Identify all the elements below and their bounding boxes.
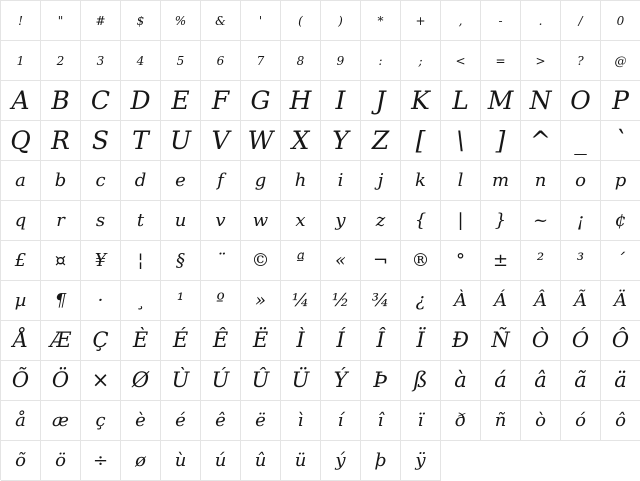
glyph-cell[interactable]: q: [1, 201, 41, 241]
glyph-cell[interactable]: ñ: [481, 401, 521, 441]
glyph-cell[interactable]: b: [41, 161, 81, 201]
glyph-cell[interactable]: V: [201, 121, 241, 161]
glyph-cell[interactable]: Å: [1, 321, 41, 361]
glyph-cell[interactable]: ): [321, 1, 361, 41]
glyph-cell[interactable]: i: [321, 161, 361, 201]
glyph-cell[interactable]: ²: [521, 241, 561, 281]
glyph-cell[interactable]: ö: [41, 441, 81, 481]
glyph-cell[interactable]: Ó: [561, 321, 601, 361]
glyph-cell[interactable]: Æ: [41, 321, 81, 361]
glyph-cell[interactable]: ^: [521, 121, 561, 161]
glyph-cell[interactable]: !: [1, 1, 41, 41]
glyph-cell[interactable]: 0: [601, 1, 640, 41]
glyph-cell[interactable]: í: [321, 401, 361, 441]
glyph-cell[interactable]: Ò: [521, 321, 561, 361]
glyph-cell[interactable]: ¢: [601, 201, 640, 241]
glyph-cell[interactable]: U: [161, 121, 201, 161]
glyph-cell[interactable]: ´: [601, 241, 640, 281]
glyph-cell[interactable]: ¦: [121, 241, 161, 281]
glyph-cell[interactable]: ,: [441, 1, 481, 41]
glyph-cell[interactable]: B: [41, 81, 81, 121]
glyph-cell[interactable]: ¤: [41, 241, 81, 281]
glyph-cell[interactable]: Þ: [361, 361, 401, 401]
glyph-cell[interactable]: z: [361, 201, 401, 241]
glyph-cell[interactable]: Õ: [1, 361, 41, 401]
glyph-cell[interactable]: h: [281, 161, 321, 201]
glyph-cell[interactable]: |: [441, 201, 481, 241]
glyph-cell[interactable]: »: [241, 281, 281, 321]
glyph-cell[interactable]: ¾: [361, 281, 401, 321]
glyph-cell[interactable]: à: [441, 361, 481, 401]
glyph-cell[interactable]: s: [81, 201, 121, 241]
glyph-cell[interactable]: Ç: [81, 321, 121, 361]
glyph-cell[interactable]: ¹: [161, 281, 201, 321]
glyph-cell[interactable]: ë: [241, 401, 281, 441]
glyph-cell[interactable]: ý: [321, 441, 361, 481]
glyph-cell[interactable]: î: [361, 401, 401, 441]
glyph-cell[interactable]: À: [441, 281, 481, 321]
glyph-cell[interactable]: y: [321, 201, 361, 241]
glyph-cell[interactable]: ì: [281, 401, 321, 441]
glyph-cell[interactable]: R: [41, 121, 81, 161]
glyph-cell[interactable]: ©: [241, 241, 281, 281]
empty-cell: [481, 441, 521, 481]
glyph-cell[interactable]: <: [441, 41, 481, 81]
glyph-cell[interactable]: 2: [41, 41, 81, 81]
glyph-cell[interactable]: Ù: [161, 361, 201, 401]
glyph-cell[interactable]: è: [121, 401, 161, 441]
glyph-cell[interactable]: D: [121, 81, 161, 121]
glyph-cell[interactable]: Ü: [281, 361, 321, 401]
glyph-cell[interactable]: k: [401, 161, 441, 201]
glyph-cell[interactable]: G: [241, 81, 281, 121]
glyph-cell[interactable]: Á: [481, 281, 521, 321]
glyph-cell[interactable]: {: [401, 201, 441, 241]
glyph-cell[interactable]: å: [1, 401, 41, 441]
glyph-cell[interactable]: ¡: [561, 201, 601, 241]
glyph-cell[interactable]: §: [161, 241, 201, 281]
glyph-cell[interactable]: N: [521, 81, 561, 121]
glyph-cell[interactable]: H: [281, 81, 321, 121]
glyph-cell[interactable]: ê: [201, 401, 241, 441]
glyph-cell[interactable]: Ð: [441, 321, 481, 361]
glyph-cell[interactable]: x: [281, 201, 321, 241]
glyph-cell[interactable]: ï: [401, 401, 441, 441]
glyph-cell[interactable]: ¥: [81, 241, 121, 281]
glyph-cell[interactable]: 4: [121, 41, 161, 81]
glyph-cell[interactable]: Y: [321, 121, 361, 161]
glyph-cell[interactable]: ': [241, 1, 281, 41]
glyph-cell[interactable]: F: [201, 81, 241, 121]
glyph-cell[interactable]: u: [161, 201, 201, 241]
glyph-cell[interactable]: Ï: [401, 321, 441, 361]
glyph-cell[interactable]: É: [161, 321, 201, 361]
glyph-cell[interactable]: ": [41, 1, 81, 41]
glyph-cell[interactable]: ®: [401, 241, 441, 281]
glyph-cell[interactable]: &: [201, 1, 241, 41]
glyph-cell[interactable]: #: [81, 1, 121, 41]
glyph-cell[interactable]: È: [121, 321, 161, 361]
glyph-cell[interactable]: ð: [441, 401, 481, 441]
glyph-cell[interactable]: 9: [321, 41, 361, 81]
glyph-cell[interactable]: ó: [561, 401, 601, 441]
glyph-cell[interactable]: «: [321, 241, 361, 281]
glyph-cell[interactable]: £: [1, 241, 41, 281]
glyph-cell[interactable]: *: [361, 1, 401, 41]
glyph-cell[interactable]: >: [521, 41, 561, 81]
glyph-cell[interactable]: 8: [281, 41, 321, 81]
glyph-cell[interactable]: é: [161, 401, 201, 441]
glyph-cell[interactable]: Í: [321, 321, 361, 361]
glyph-cell[interactable]: ü: [281, 441, 321, 481]
glyph-cell[interactable]: Ì: [281, 321, 321, 361]
glyph-cell[interactable]: ô: [601, 401, 640, 441]
glyph-cell[interactable]: f: [201, 161, 241, 201]
glyph-cell[interactable]: p: [601, 161, 640, 201]
glyph-cell[interactable]: ä: [601, 361, 640, 401]
glyph-cell[interactable]: /: [561, 1, 601, 41]
empty-cell: [441, 441, 481, 481]
glyph-cell[interactable]: Û: [241, 361, 281, 401]
glyph-cell[interactable]: a: [1, 161, 41, 201]
glyph-cell[interactable]: Q: [1, 121, 41, 161]
glyph-cell[interactable]: °: [441, 241, 481, 281]
glyph-cell[interactable]: 7: [241, 41, 281, 81]
glyph-cell[interactable]: Ê: [201, 321, 241, 361]
glyph-cell[interactable]: ]: [481, 121, 521, 161]
glyph-cell[interactable]: ø: [121, 441, 161, 481]
glyph-cell[interactable]: T: [121, 121, 161, 161]
glyph-cell[interactable]: þ: [361, 441, 401, 481]
glyph-cell[interactable]: ¿: [401, 281, 441, 321]
glyph-cell[interactable]: ³: [561, 241, 601, 281]
glyph-cell[interactable]: Î: [361, 321, 401, 361]
glyph-cell[interactable]: ¨: [201, 241, 241, 281]
glyph-cell[interactable]: r: [41, 201, 81, 241]
glyph-cell[interactable]: @: [601, 41, 640, 81]
glyph-cell[interactable]: :: [361, 41, 401, 81]
glyph-cell[interactable]: ò: [521, 401, 561, 441]
empty-cell: [561, 441, 601, 481]
glyph-cell[interactable]: ÷: [81, 441, 121, 481]
glyph-cell[interactable]: 1: [1, 41, 41, 81]
glyph-cell[interactable]: 5: [161, 41, 201, 81]
glyph-cell[interactable]: (: [281, 1, 321, 41]
glyph-cell[interactable]: õ: [1, 441, 41, 481]
glyph-cell[interactable]: ¸: [121, 281, 161, 321]
glyph-cell[interactable]: n: [521, 161, 561, 201]
glyph-cell[interactable]: Ý: [321, 361, 361, 401]
glyph-cell[interactable]: v: [201, 201, 241, 241]
glyph-cell[interactable]: l: [441, 161, 481, 201]
glyph-cell[interactable]: Ã: [561, 281, 601, 321]
glyph-cell[interactable]: %: [161, 1, 201, 41]
glyph-cell[interactable]: S: [81, 121, 121, 161]
glyph-cell[interactable]: g: [241, 161, 281, 201]
glyph-cell[interactable]: ÿ: [401, 441, 441, 481]
glyph-cell[interactable]: Ë: [241, 321, 281, 361]
glyph-cell[interactable]: =: [481, 41, 521, 81]
glyph-cell[interactable]: j: [361, 161, 401, 201]
glyph-cell[interactable]: I: [321, 81, 361, 121]
glyph-cell[interactable]: ¬: [361, 241, 401, 281]
glyph-cell[interactable]: ±: [481, 241, 521, 281]
glyph-cell[interactable]: û: [241, 441, 281, 481]
glyph-cell[interactable]: æ: [41, 401, 81, 441]
glyph-cell[interactable]: ã: [561, 361, 601, 401]
glyph-cell[interactable]: ×: [81, 361, 121, 401]
glyph-cell[interactable]: Ø: [121, 361, 161, 401]
glyph-cell[interactable]: c: [81, 161, 121, 201]
glyph-cell[interactable]: ú: [201, 441, 241, 481]
glyph-cell[interactable]: A: [1, 81, 41, 121]
glyph-cell[interactable]: }: [481, 201, 521, 241]
glyph-cell[interactable]: ß: [401, 361, 441, 401]
glyph-cell[interactable]: -: [481, 1, 521, 41]
glyph-cell[interactable]: ª: [281, 241, 321, 281]
glyph-cell[interactable]: ù: [161, 441, 201, 481]
glyph-cell[interactable]: C: [81, 81, 121, 121]
glyph-cell[interactable]: t: [121, 201, 161, 241]
glyph-cell[interactable]: ·: [81, 281, 121, 321]
glyph-cell[interactable]: _: [561, 121, 601, 161]
glyph-cell[interactable]: m: [481, 161, 521, 201]
glyph-cell[interactable]: [: [401, 121, 441, 161]
glyph-cell[interactable]: Â: [521, 281, 561, 321]
glyph-cell[interactable]: Ä: [601, 281, 640, 321]
glyph-cell[interactable]: $: [121, 1, 161, 41]
glyph-cell[interactable]: e: [161, 161, 201, 201]
glyph-cell[interactable]: L: [441, 81, 481, 121]
glyph-cell[interactable]: Ñ: [481, 321, 521, 361]
glyph-cell[interactable]: +: [401, 1, 441, 41]
glyph-cell[interactable]: M: [481, 81, 521, 121]
glyph-cell[interactable]: 3: [81, 41, 121, 81]
glyph-cell[interactable]: E: [161, 81, 201, 121]
glyph-cell[interactable]: d: [121, 161, 161, 201]
glyph-cell[interactable]: ?: [561, 41, 601, 81]
glyph-cell[interactable]: á: [481, 361, 521, 401]
glyph-cell[interactable]: Z: [361, 121, 401, 161]
glyph-cell[interactable]: â: [521, 361, 561, 401]
glyph-cell[interactable]: Ö: [41, 361, 81, 401]
glyph-cell[interactable]: \: [441, 121, 481, 161]
glyph-cell[interactable]: ;: [401, 41, 441, 81]
glyph-cell[interactable]: w: [241, 201, 281, 241]
glyph-cell[interactable]: K: [401, 81, 441, 121]
glyph-cell[interactable]: ~: [521, 201, 561, 241]
glyph-cell[interactable]: `: [601, 121, 640, 161]
glyph-cell[interactable]: ¼: [281, 281, 321, 321]
glyph-cell[interactable]: ¶: [41, 281, 81, 321]
glyph-cell[interactable]: .: [521, 1, 561, 41]
glyph-cell[interactable]: W: [241, 121, 281, 161]
empty-cell: [601, 441, 640, 481]
glyph-cell[interactable]: º: [201, 281, 241, 321]
glyph-cell[interactable]: X: [281, 121, 321, 161]
glyph-cell[interactable]: ç: [81, 401, 121, 441]
empty-cell: [521, 441, 561, 481]
glyph-cell[interactable]: Ô: [601, 321, 640, 361]
glyph-cell[interactable]: ½: [321, 281, 361, 321]
glyph-cell[interactable]: 6: [201, 41, 241, 81]
glyph-cell[interactable]: P: [601, 81, 640, 121]
glyph-cell[interactable]: o: [561, 161, 601, 201]
glyph-cell[interactable]: Ú: [201, 361, 241, 401]
glyph-cell[interactable]: µ: [1, 281, 41, 321]
glyph-cell[interactable]: O: [561, 81, 601, 121]
glyph-cell[interactable]: J: [361, 81, 401, 121]
